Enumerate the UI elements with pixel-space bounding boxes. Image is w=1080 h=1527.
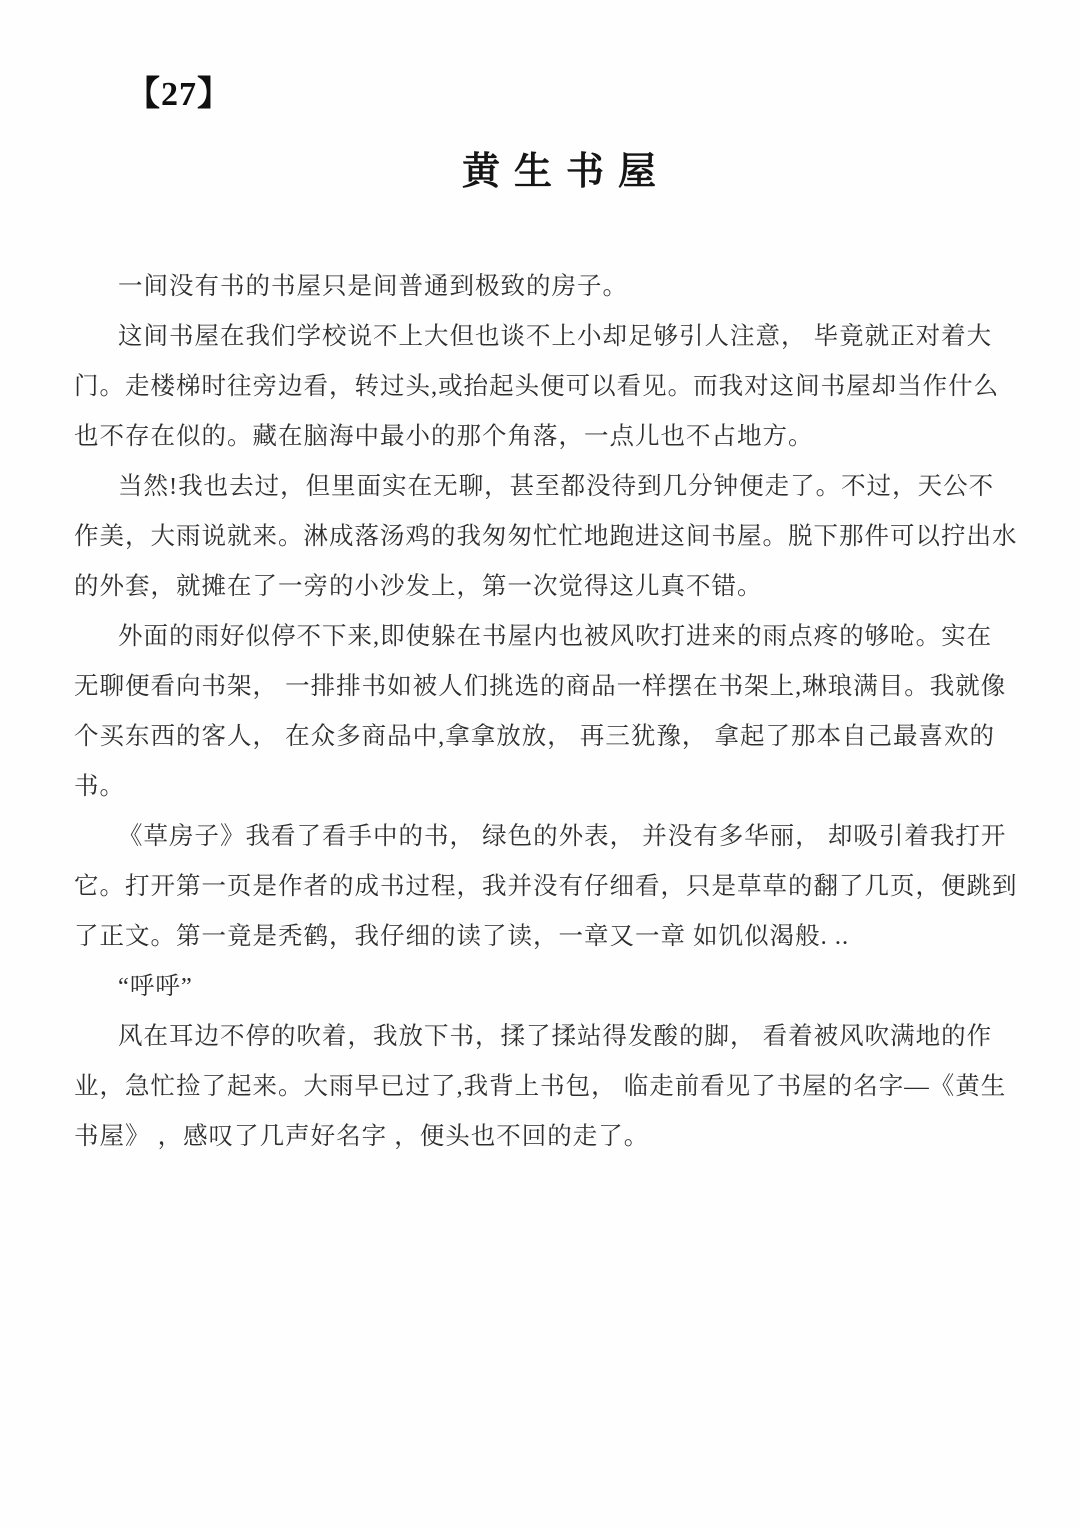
essay-line: 也不存在似的。藏在脑海中最小的那个角落，一点儿也不占地方。 — [74, 423, 814, 450]
essay-line: 门。走楼梯时往旁边看，转过头,或抬起头便可以看见。而我对这间书屋却当作什么 — [74, 373, 1000, 400]
essay-line: 风在耳边不停的吹着，我放下书，揉了揉站得发酸的脚， 看着被风吹满地的作 — [118, 1023, 993, 1050]
essay-line: “呼呼” — [118, 973, 193, 1000]
essay-line: 作美，大雨说就来。淋成落汤鸡的我匆匆忙忙地跑进这间书屋。脱下那件可以拧出水 — [74, 523, 1018, 550]
essay-line: 它。打开第一页是作者的成书过程，我并没有仔细看，只是草草的翻了几页，便跳到 — [74, 873, 1018, 900]
essay-line: 书屋》 ，感叹了几声好名字 ，便头也不回的走了。 — [74, 1123, 650, 1150]
essay-line: 业，急忙捡了起来。大雨早已过了,我背上书包， 临走前看见了书屋的名字—《黄生 — [74, 1073, 1007, 1100]
essay-line: 无聊便看向书架， 一排排书如被人们挑选的商品一样摆在书架上,琳琅满目。我就像 — [74, 673, 1007, 700]
essay-line: 一间没有书的书屋只是间普通到极致的房子。 — [118, 273, 628, 300]
essay-line: 的外套，就摊在了一旁的小沙发上，第一次觉得这儿真不错。 — [74, 573, 763, 600]
essay-line: 当然!我也去过，但里面实在无聊，甚至都没待到几分钟便走了。不过，天公不 — [118, 473, 995, 500]
essay-line: 了正文。第一竟是秃鹤，我仔细的读了读，一章又一章 如饥似渴般. .. — [74, 923, 850, 950]
essay-body — [74, 262, 1016, 1162]
section-number-marker: 【27】 — [126, 76, 232, 113]
essay-line: 这间书屋在我们学校说不上大但也谈不上小却足够引人注意， 毕竟就正对着大 — [118, 323, 993, 350]
essay-title: 黄生书屋 — [461, 151, 670, 193]
essay-line: 《草房子》我看了看手中的书， 绿色的外表， 并没有多华丽， 却吸引着我打开 — [118, 823, 1007, 850]
essay-line: 书。 — [74, 773, 125, 800]
essay-line: 个买东西的客人， 在众多商品中,拿拿放放， 再三犹豫， 拿起了那本自己最喜欢的 — [74, 723, 995, 750]
essay-line: 外面的雨好似停不下来,即使躲在书屋内也被风吹打进来的雨点疼的够呛。实在 — [118, 623, 993, 650]
